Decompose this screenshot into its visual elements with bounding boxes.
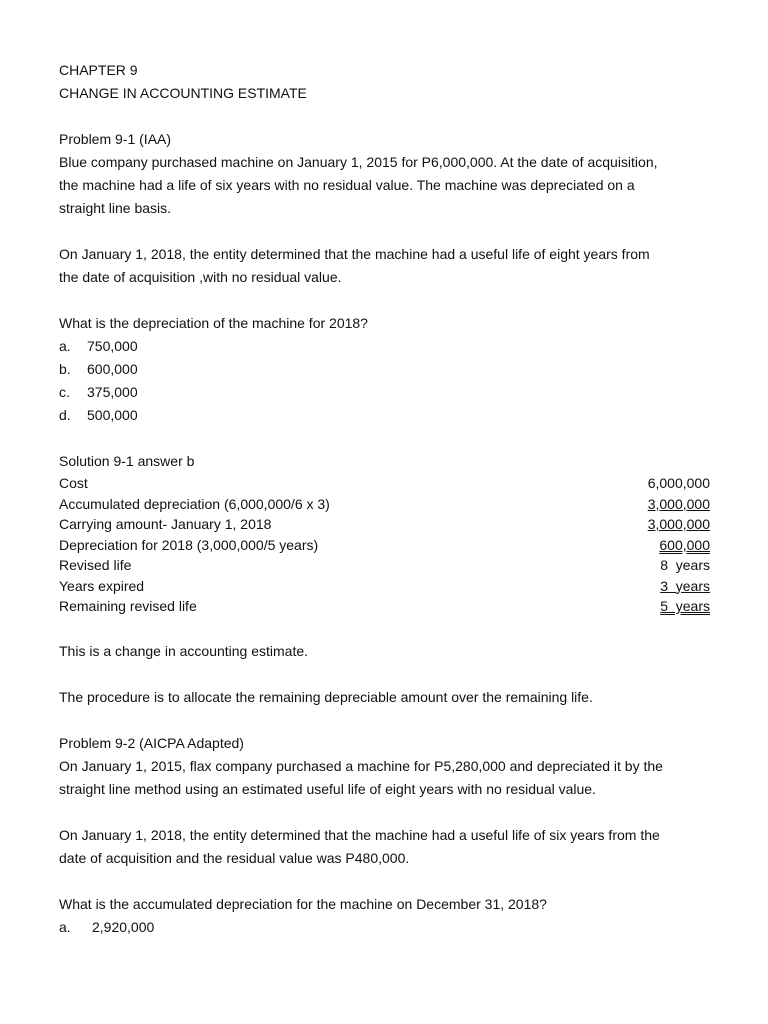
option-d [59, 404, 710, 427]
option-a [59, 335, 710, 358]
problem-1-text-line: the machine had a life of six years with no residual value. The machine was depreciated on a [59, 177, 635, 193]
option-c [59, 381, 710, 404]
row-amount: 6,000,000 [647, 475, 710, 491]
row-amount: 600,000 [659, 536, 710, 553]
table-row [59, 535, 710, 556]
problem-2-question: What is the accumulated depreciation for the machine on December 31, 2018? [59, 895, 547, 912]
problem-1-text-line: straight line basis. [59, 200, 172, 216]
table-row [59, 596, 710, 617]
chapter-label: CHAPTER 9 [59, 62, 138, 78]
row-label: Depreciation for 2018 (3,000,000/5 years) [59, 536, 319, 553]
document-page [59, 59, 710, 939]
problem-1-text2-line: the date of acquisition ,with no residual value. [59, 269, 342, 285]
table-row [59, 576, 710, 597]
chapter-title: CHANGE IN ACCOUNTING ESTIMATE [59, 85, 307, 101]
table-row [59, 514, 710, 535]
table-row [59, 494, 710, 515]
row-amount: 3 years [660, 577, 710, 594]
row-label: Cost [59, 475, 88, 491]
solution-note: The procedure is to allocate the remaining depreciable amount over the remaining life. [59, 688, 593, 705]
problem-2-text-line: straight line method using an estimated useful life of eight years with no residual value. [59, 780, 596, 797]
solution-table [59, 473, 710, 617]
row-label: Revised life [59, 557, 132, 573]
option-value: 750,000 [87, 338, 138, 354]
row-amount: 3,000,000 [647, 495, 710, 512]
table-row [59, 555, 710, 576]
problem-1-text-line: Blue company purchased machine on January 1, 2015 for P6,000,000. At the date of acquisition, [59, 154, 658, 170]
option-value: 500,000 [87, 407, 138, 423]
option-letter: a. [59, 918, 71, 935]
problem-2-heading: Problem 9-2 (AICPA Adapted) [59, 734, 244, 751]
row-amount: 3,000,000 [647, 516, 710, 532]
option-letter: b. [59, 361, 71, 377]
table-row [59, 473, 710, 494]
row-label: Years expired [59, 577, 145, 594]
solution-1-heading: Solution 9-1 answer b [59, 453, 195, 469]
option-value: 375,000 [87, 384, 138, 400]
option-letter: a. [59, 338, 71, 354]
row-label: Accumulated depreciation (6,000,000/6 x 3) [59, 495, 330, 512]
problem-1-text2-line: On January 1, 2018, the entity determined that the machine had a useful life of eight years from [59, 246, 650, 262]
option-value: 2,920,000 [92, 918, 155, 935]
row-label: Carrying amount- January 1, 2018 [59, 516, 272, 532]
problem-1-heading: Problem 9-1 (IAA) [59, 131, 172, 147]
option-a [59, 916, 710, 939]
problem-2-text-line: On January 1, 2015, flax company purchased a machine for P5,280,000 and depreciated it by the [59, 757, 663, 774]
row-amount: 8 years [660, 557, 710, 573]
option-letter: c. [59, 384, 70, 400]
problem-2-text2-line: On January 1, 2018, the entity determined that the machine had a useful life of six years from the [59, 826, 660, 843]
option-value: 600,000 [87, 361, 138, 377]
option-letter: d. [59, 407, 71, 423]
row-label: Remaining revised life [59, 598, 197, 614]
option-b [59, 358, 710, 381]
solution-note: This is a change in accounting estimate. [59, 642, 309, 659]
problem-1-question: What is the depreciation of the machine for 2018? [59, 315, 368, 331]
row-amount: 5 years [660, 598, 710, 614]
problem-2-text2-line: date of acquisition and the residual value was P480,000. [59, 849, 410, 866]
